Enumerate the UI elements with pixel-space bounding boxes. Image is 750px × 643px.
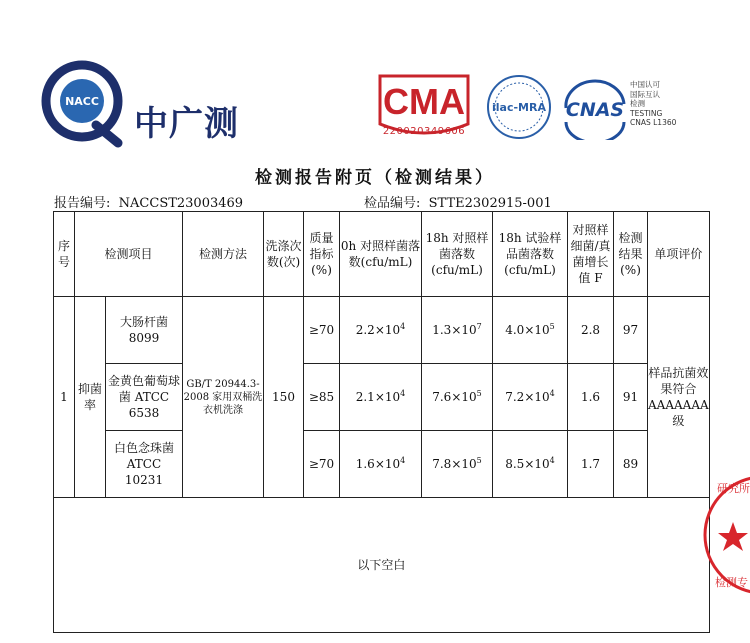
ctrl-18h-cell: $7.6\times 10^5$ — [422, 364, 493, 431]
seq-cell: 1 — [54, 297, 75, 498]
ilac-label: ilac-MRA — [492, 101, 546, 114]
header-test-18h: 18h 试验样品菌落数(cfu/mL) — [493, 212, 568, 297]
sample-number — [364, 192, 552, 211]
nacc-logo — [38, 55, 134, 151]
header-growth: 对照样细菌/真菌增长值 F — [568, 212, 614, 297]
test-18h-cell: $4.0\times 10^5$ — [493, 297, 568, 364]
header-item: 检测项目 — [75, 212, 183, 297]
organism-cell: 大肠杆菌 8099 — [106, 297, 183, 364]
table-row — [54, 297, 710, 364]
page-title: 检测报告附页（检测结果） — [255, 168, 495, 188]
organism-cell: 金黄色葡萄球菌 ATCC 6538 — [106, 364, 183, 431]
cnas-label: CNAS — [565, 99, 625, 121]
header-evaluation: 单项评价 — [648, 212, 710, 297]
ctrl-0h-cell: $1.6\times 10^4$ — [340, 431, 422, 498]
cma-number: 220020349606 — [382, 126, 466, 137]
results-table — [53, 211, 710, 633]
result-cell: 91 — [614, 364, 648, 431]
result-cell: 97 — [614, 297, 648, 364]
ilac-mra-logo — [484, 72, 554, 142]
report-number-value: NACCST23003469 — [118, 196, 244, 211]
method-cell: GB/T 20944.3-2008 家用双桶洗衣机洗涤 — [183, 297, 264, 498]
red-stamp — [703, 460, 750, 610]
report-number-label: 报告编号: — [54, 196, 111, 211]
header-ctrl-0h: 0h 对照样菌落数(cfu/mL) — [340, 212, 422, 297]
blank-row — [54, 498, 710, 633]
growth-cell: 1.6 — [568, 364, 614, 431]
stamp-text-top: 研究所 — [717, 482, 750, 495]
quality-cell: ≥70 — [304, 431, 340, 498]
header-method: 检测方法 — [183, 212, 264, 297]
quality-cell: ≥85 — [304, 364, 340, 431]
stamp-text-bottom: 检测专 — [715, 576, 748, 589]
blank-note: 以下空白 — [54, 498, 710, 633]
table-row — [54, 431, 710, 498]
table-row — [54, 364, 710, 431]
header-row — [54, 212, 710, 297]
quality-cell: ≥70 — [304, 297, 340, 364]
ctrl-0h-cell: $2.1\times 10^4$ — [340, 364, 422, 431]
test-18h-cell: $7.2\times 10^4$ — [493, 364, 568, 431]
sample-number-value: STTE2302915-001 — [428, 196, 552, 211]
header-result: 检测结果(%) — [614, 212, 648, 297]
growth-cell: 2.8 — [568, 297, 614, 364]
header-wash: 洗涤次数(次) — [264, 212, 304, 297]
company-name: 中广测 — [134, 104, 239, 144]
growth-cell: 1.7 — [568, 431, 614, 498]
sample-number-label: 检品编号: — [364, 196, 421, 211]
nacc-badge-text: NACC — [65, 95, 99, 108]
ctrl-18h-cell: $1.3\times 10^7$ — [422, 297, 493, 364]
cma-label: CMA — [383, 81, 465, 122]
ctrl-18h-cell: $7.8\times 10^5$ — [422, 431, 493, 498]
ctrl-0h-cell: $2.2\times 10^4$ — [340, 297, 422, 364]
test-18h-cell: $8.5\times 10^4$ — [493, 431, 568, 498]
header-quality: 质量指标(%) — [304, 212, 340, 297]
wash-count-cell: 150 — [264, 297, 304, 498]
header-seq: 序号 — [54, 212, 75, 297]
report-number — [54, 192, 243, 211]
header-ctrl-18h: 18h 对照样菌落数(cfu/mL) — [422, 212, 493, 297]
evaluation-cell: 样品抗菌效果符合AAAAAAA级 — [648, 297, 710, 498]
cnas-accreditation-text: 中国认可 国际互认 检测 TESTING CNAS L1360 — [630, 80, 677, 127]
result-cell: 89 — [614, 431, 648, 498]
organism-cell: 白色念珠菌 ATCC 10231 — [106, 431, 183, 498]
cnas-logo — [560, 78, 630, 140]
category-cell: 抑菌率 — [75, 297, 106, 498]
